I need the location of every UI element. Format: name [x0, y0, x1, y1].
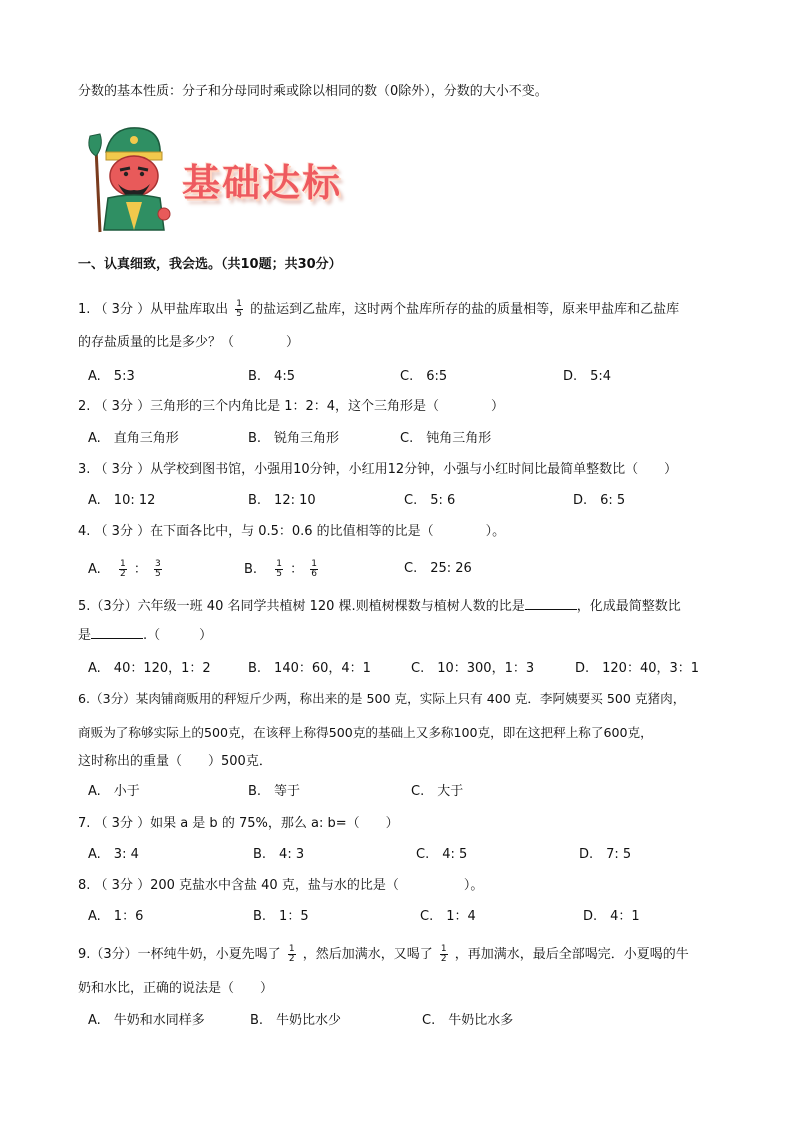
ratio-colon: ：	[133, 562, 147, 577]
q3-option-d[interactable]: D. 6: 5	[573, 493, 626, 508]
q2-option-a[interactable]: A. 直角三角形	[88, 431, 179, 446]
q9-option-b[interactable]: B. 牛奶比水少	[250, 1013, 342, 1028]
banner-title: 基础达标	[182, 161, 343, 205]
section-banner	[82, 122, 382, 234]
fraction-numerator: 1	[236, 299, 242, 309]
q3-option-a[interactable]: A. 10: 12	[88, 493, 156, 508]
fraction-numerator: 1	[440, 944, 447, 954]
q4-option-a[interactable]	[88, 560, 165, 579]
question-9-text-pre: 9.（3分）一杯纯牛奶，小夏先喝了	[78, 947, 281, 962]
q1-option-c[interactable]: C. 6:5	[400, 369, 448, 384]
q4-option-b[interactable]	[244, 560, 321, 579]
answer-blank[interactable]	[91, 626, 143, 639]
fraction-denominator: 5	[154, 569, 161, 579]
q7-option-d[interactable]: D. 7: 5	[579, 847, 632, 862]
fraction	[154, 560, 162, 579]
question-9-text-mid: ，然后加满水，又喝了	[302, 947, 433, 962]
fraction-numerator: 1	[288, 944, 295, 954]
fraction-numerator: 1	[119, 559, 126, 569]
q5-option-b[interactable]: B. 140：60，4：1	[248, 661, 371, 676]
q4-option-a-label: A.	[88, 562, 101, 577]
fraction	[235, 300, 243, 319]
q8-option-d[interactable]: D. 4：1	[583, 909, 640, 924]
intro-text: 分数的基本性质：分子和分母同时乘或除以相同的数（0除外），分数的大小不变。	[78, 84, 548, 99]
question-5-line-2	[78, 626, 212, 645]
fraction-denominator: 5	[236, 309, 242, 319]
question-1-text-pre: 1. （ 3分 ）从甲盐库取出	[78, 302, 229, 317]
q5-option-c[interactable]: C. 10：300，1：3	[411, 661, 535, 676]
question-5-text-pre: 5.（3分）六年级一班 40 名同学共植树 120 棵.则植树棵数与植树人数的比是	[78, 599, 525, 614]
q8-option-b[interactable]: B. 1：5	[253, 909, 309, 924]
fraction-numerator: 1	[311, 559, 317, 569]
q9-option-a[interactable]: A. 牛奶和水同样多	[88, 1013, 205, 1028]
q6-option-b[interactable]: B. 等于	[248, 784, 301, 799]
fraction-denominator: 6	[311, 569, 317, 579]
ratio-colon: ：	[290, 562, 304, 577]
question-5	[78, 597, 681, 616]
q6-option-a[interactable]: A. 小于	[88, 784, 140, 799]
q4-option-b-label: B.	[244, 562, 258, 577]
question-9-line-2: 奶和水比，正确的说法是（ ）	[78, 981, 274, 996]
q8-option-a[interactable]: A. 1：6	[88, 909, 144, 924]
question-5-text-post: ，化成最简整数比	[576, 599, 681, 614]
question-6: 6.（3分）某肉铺商贩用的秤短斤少两，称出来的是 500 克，实际上只有 400 克．李阿姨要买 500 克猪肉，	[78, 691, 686, 706]
q7-option-c[interactable]: C. 4: 5	[416, 847, 468, 862]
q5-option-a[interactable]: A. 40：120，1：2	[88, 661, 211, 676]
fraction	[440, 945, 448, 964]
answer-blank[interactable]	[525, 597, 577, 610]
question-7: 7. （ 3分 ）如果 a 是 b 的 75%，那么 a: b=（ ）	[78, 816, 399, 831]
fraction-denominator: 2	[119, 569, 126, 579]
q6-option-c[interactable]: C. 大于	[411, 784, 464, 799]
question-6-line-2: 商贩为了称够实际上的500克，在该秤上称得500克的基础上又多称100克，即在这把秤上称了600克，	[78, 725, 653, 740]
q2-option-b[interactable]: B. 锐角三角形	[248, 431, 340, 446]
mascot-illustration	[82, 122, 182, 234]
fraction	[275, 560, 283, 579]
question-9	[78, 945, 689, 964]
question-4: 4. （ 3分 ）在下面各比中，与 0.5：0.6 的比值相等的比是（ ）。	[78, 524, 506, 539]
fraction-numerator: 1	[276, 559, 282, 569]
q1-option-b[interactable]: B. 4:5	[248, 369, 295, 384]
q1-option-d[interactable]: D. 5:4	[563, 369, 612, 384]
fraction	[119, 560, 127, 579]
question-5-line-2-post: .（ ）	[143, 628, 213, 643]
question-8: 8. （ 3分 ）200 克盐水中含盐 40 克，盐与水的比是（ ）。	[78, 878, 484, 893]
section-heading: 一、认真细致，我会选。（共10题；共30分）	[78, 257, 342, 272]
question-1-line-2: 的存盐质量的比是多少？（ ）	[78, 335, 300, 350]
question-1	[78, 300, 679, 319]
q7-option-a[interactable]: A. 3: 4	[88, 847, 139, 862]
fraction	[288, 945, 296, 964]
question-3: 3. （ 3分 ）从学校到图书馆，小强用10分钟，小红用12分钟，小强与小红时间比最简单整数比（ ）	[78, 462, 678, 477]
q3-option-b[interactable]: B. 12: 10	[248, 493, 316, 508]
question-9-text-post: ，再加满水，最后全部喝完．小夏喝的牛	[454, 947, 689, 962]
q4-option-c[interactable]: C. 25: 26	[404, 561, 472, 576]
q9-option-c[interactable]: C. 牛奶比水多	[422, 1013, 514, 1028]
q7-option-b[interactable]: B. 4: 3	[253, 847, 305, 862]
question-6-line-3: 这时称出的重量（ ）500克．	[78, 754, 272, 769]
question-2: 2. （ 3分 ）三角形的三个内角比是 1：2：4，这个三角形是（ ）	[78, 399, 505, 414]
q5-option-d[interactable]: D. 120：40，3：1	[575, 661, 700, 676]
question-5-line-2-pre: 是	[78, 628, 92, 643]
fraction-denominator: 2	[288, 954, 295, 964]
fraction-numerator: 3	[154, 559, 161, 569]
fraction-denominator: 5	[276, 569, 282, 579]
q8-option-c[interactable]: C. 1：4	[420, 909, 476, 924]
question-1-text-post: 的盐运到乙盐库，这时两个盐库所存的盐的质量相等，原来甲盐库和乙盐库	[250, 302, 680, 317]
q1-option-a[interactable]: A. 5:3	[88, 369, 135, 384]
q2-option-c[interactable]: C. 钝角三角形	[400, 431, 492, 446]
q3-option-c[interactable]: C. 5: 6	[404, 493, 456, 508]
fraction	[310, 560, 318, 579]
fraction-denominator: 2	[440, 954, 447, 964]
